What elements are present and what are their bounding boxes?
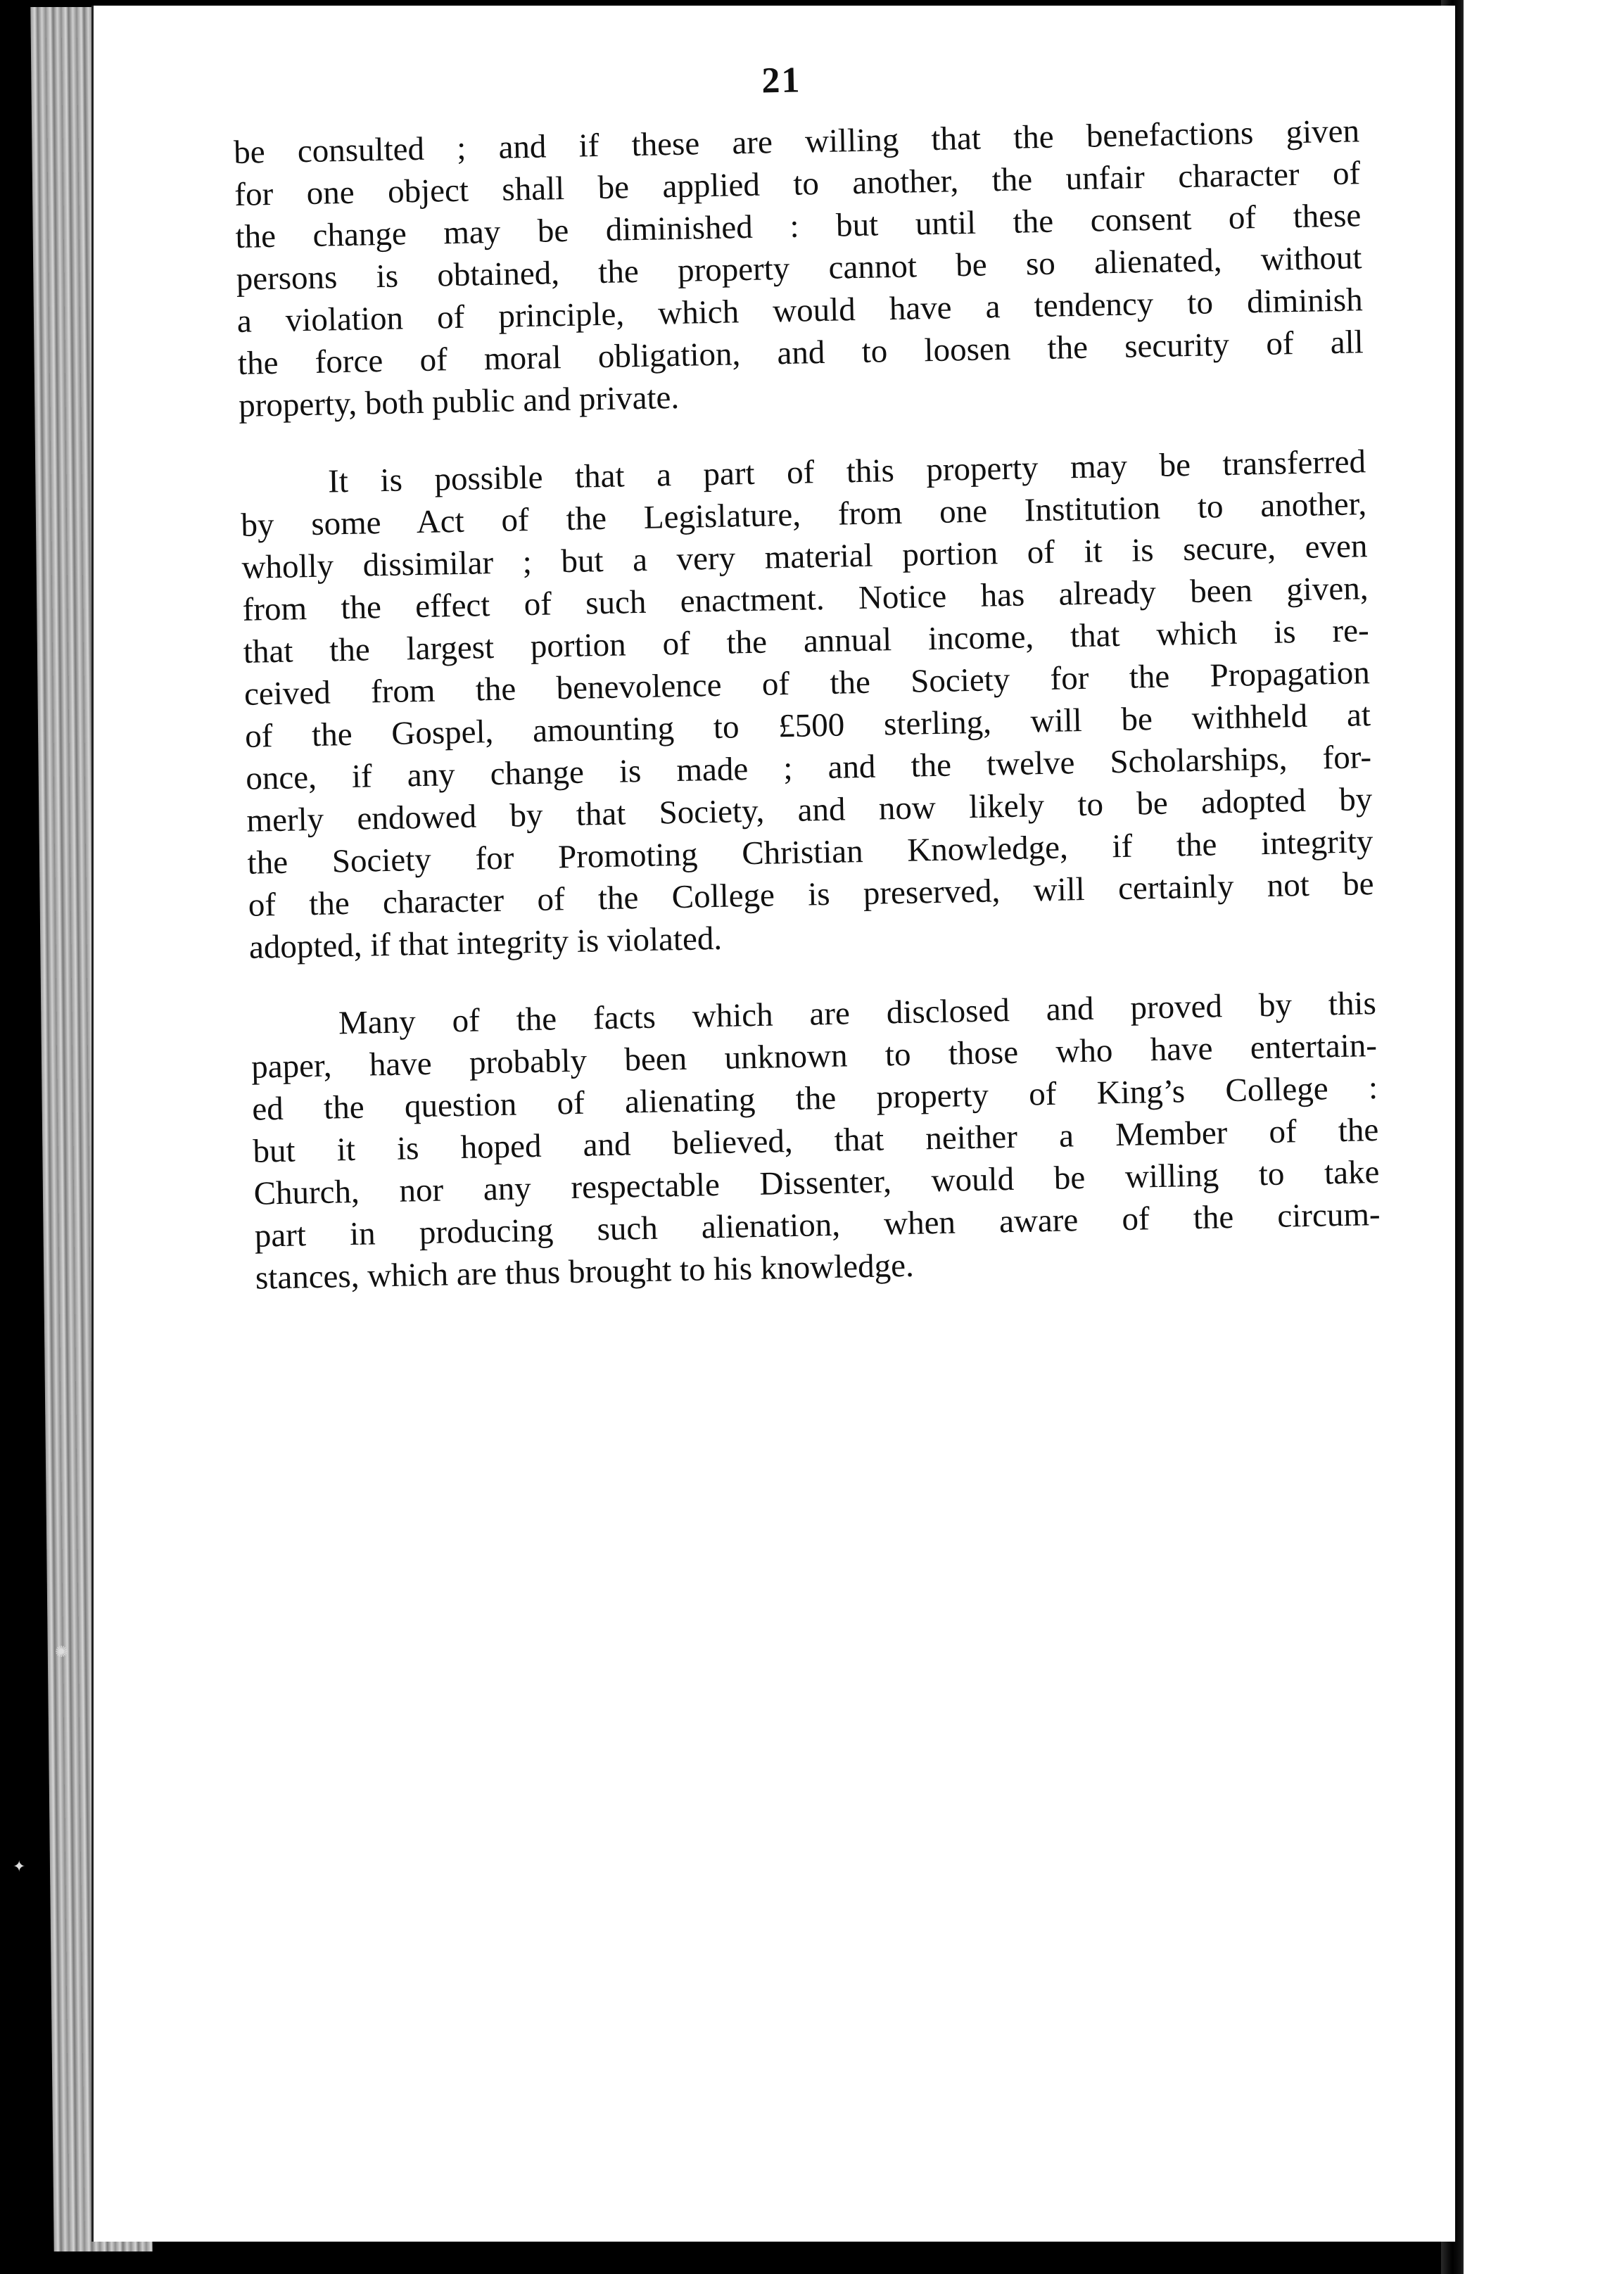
text-line: the change may be diminished : but until the consent of these xyxy=(235,197,1362,255)
text-line: property, both public and private. xyxy=(238,379,680,424)
text-line: ceived from the benevolence of the Society for the Propagation xyxy=(243,654,1371,713)
facing-page xyxy=(1464,0,1624,2274)
text-line: that the largest portion of the annual income, that which is re- xyxy=(243,612,1370,671)
speck-mark: ✺ xyxy=(55,1643,68,1660)
text-line: part in producing such alienation, when aware of the circum- xyxy=(254,1195,1381,1254)
text-line: by some Act of the Legislature, from one Institution to another, xyxy=(240,485,1367,544)
paragraph-1 xyxy=(234,110,1365,427)
paragraph-2 xyxy=(240,440,1376,969)
text-line: of the Gospel, amounting to £500 sterling, will be withheld at xyxy=(244,697,1371,755)
text-line: Church, nor any respectable Dissenter, would be willing to take xyxy=(253,1153,1380,1212)
text-line: Many of the facts which are disclosed and proved by this xyxy=(338,985,1377,1042)
text-line: for one object shall be applied to another, the unfair character of xyxy=(234,155,1361,213)
text-line: a violation of principle, which would have a tendency to diminish xyxy=(236,281,1364,340)
page-text-block xyxy=(232,49,1382,1334)
text-line: merly endowed by that Society, and now likely to be adopted by xyxy=(246,781,1373,839)
text-line: wholly dissimilar ; but a very material portion of it is secure, even xyxy=(241,528,1368,586)
text-line: but it is hoped and believed, that neither a Member of the xyxy=(253,1112,1379,1170)
page-number: 21 xyxy=(761,60,801,101)
text-line: ed the question of alienating the property of King’s College : xyxy=(251,1069,1378,1128)
text-line: adopted, if that integrity is violated. xyxy=(248,920,723,966)
text-line: persons is obtained, the property cannot be so alienated, without xyxy=(236,239,1362,298)
text-line: of the character of the College is preserved, will certainly not be xyxy=(248,865,1374,924)
text-line: be consulted ; and if these are willing that the benefactions given xyxy=(233,113,1360,171)
text-line: the Society for Promoting Christian Knowledge, if the integrity xyxy=(247,823,1374,882)
text-line: paper, have probably been unknown to those who have entertain- xyxy=(250,1027,1378,1086)
text-line: stances, which are thus brought to his knowledge. xyxy=(255,1247,915,1297)
text-line: once, if any change is made ; and the twelve Scholarships, for- xyxy=(245,739,1372,797)
text-line: the force of moral obligation, and to loosen the security of all xyxy=(237,324,1364,382)
speck-mark: ✦ xyxy=(13,1857,26,1875)
paragraph-3 xyxy=(250,982,1381,1300)
text-line: It is possible that a part of this property may be transferred xyxy=(327,443,1366,500)
text-line: from the effect of such enactment. Notice has already been given, xyxy=(242,570,1369,628)
